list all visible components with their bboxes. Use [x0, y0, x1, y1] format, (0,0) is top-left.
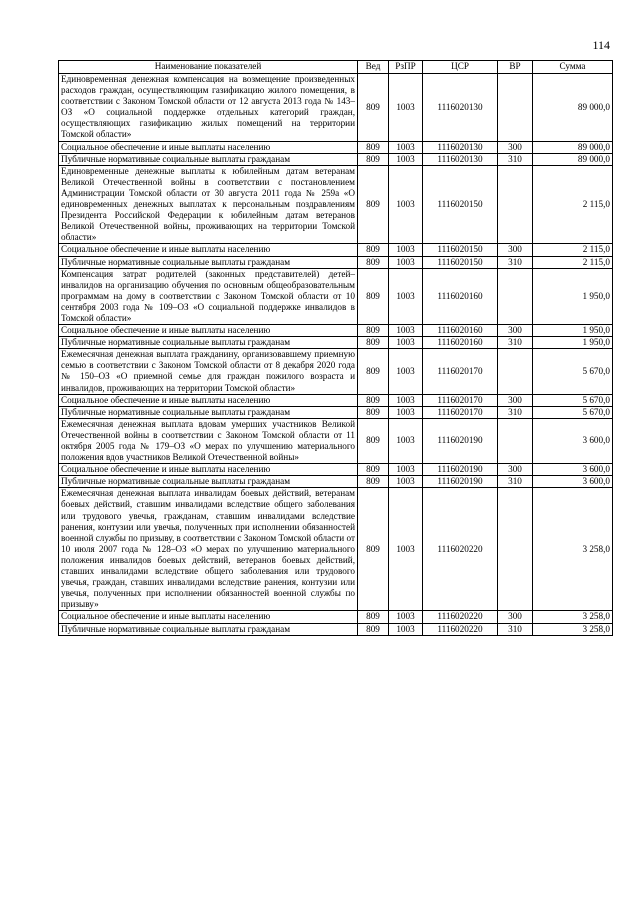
cell-csr: 1116020150 [423, 244, 498, 256]
cell-sum: 5 670,0 [533, 394, 613, 406]
cell-sum: 2 115,0 [533, 244, 613, 256]
table-header [59, 61, 613, 74]
cell-sum: 89 000,0 [533, 74, 613, 142]
cell-name: Социальное обеспечение и иные выплаты населению [59, 394, 358, 406]
cell-vr: 300 [498, 325, 533, 337]
cell-vr [498, 418, 533, 463]
cell-name: Компенсация затрат родителей (законных представителей) детей–инвалидов на организацию обучения по основным общеобразовательным программам на дому в соответствии с Законом Томской области от 10 сентября 2003 года № 109–ОЗ «О социальной поддержке инвалидов в Томской области» [59, 268, 358, 324]
cell-vr [498, 349, 533, 394]
cell-name: Ежемесячная денежная выплата гражданину, организовавшему приемную семью в соответствии с Законом Томской области от 8 декабря 2020 года № 150–ОЗ «О приемной семье для граждан пожилого возраста и инвалидов, проживающих на территории Томской области» [59, 349, 358, 394]
cell-ved: 809 [358, 476, 389, 488]
cell-vr: 300 [498, 464, 533, 476]
header-sum: Сумма [533, 61, 613, 74]
table-row [59, 464, 613, 476]
cell-name: Социальное обеспечение и иные выплаты населению [59, 141, 358, 153]
cell-vr: 310 [498, 256, 533, 268]
cell-csr: 1116020150 [423, 165, 498, 244]
cell-ved: 809 [358, 406, 389, 418]
cell-sum: 1 950,0 [533, 268, 613, 324]
cell-sum: 89 000,0 [533, 141, 613, 153]
cell-rzpr: 1003 [389, 141, 423, 153]
cell-name: Публичные нормативные социальные выплаты гражданам [59, 153, 358, 165]
cell-vr: 310 [498, 406, 533, 418]
cell-rzpr: 1003 [389, 325, 423, 337]
table-row [59, 165, 613, 244]
cell-sum: 2 115,0 [533, 256, 613, 268]
cell-rzpr: 1003 [389, 464, 423, 476]
cell-vr: 300 [498, 611, 533, 623]
cell-name: Публичные нормативные социальные выплаты гражданам [59, 623, 358, 635]
table-row [59, 488, 613, 611]
cell-rzpr: 1003 [389, 406, 423, 418]
cell-rzpr: 1003 [389, 256, 423, 268]
cell-rzpr: 1003 [389, 418, 423, 463]
cell-csr: 1116020170 [423, 349, 498, 394]
cell-vr: 310 [498, 153, 533, 165]
cell-csr: 1116020170 [423, 406, 498, 418]
cell-name: Единовременные денежные выплаты к юбилейным датам ветеранам Великой Отечественной войны в соответствии с постановлением Администрации Томской области от 30 августа 2011 года № 259а «О единовременных денежных выплатах к персональным поздравлениям Президента Российской Федерации к юбилейным датам ветеранов Великой Отечественной войны, проживающих на территории Томской области» [59, 165, 358, 244]
cell-csr: 1116020130 [423, 153, 498, 165]
cell-rzpr: 1003 [389, 244, 423, 256]
cell-csr: 1116020130 [423, 141, 498, 153]
cell-rzpr: 1003 [389, 394, 423, 406]
cell-name: Социальное обеспечение и иные выплаты населению [59, 611, 358, 623]
cell-rzpr: 1003 [389, 165, 423, 244]
cell-ved: 809 [358, 244, 389, 256]
cell-sum: 89 000,0 [533, 153, 613, 165]
cell-rzpr: 1003 [389, 611, 423, 623]
budget-table [58, 60, 613, 636]
cell-csr: 1116020190 [423, 418, 498, 463]
table-row [59, 611, 613, 623]
table-row [59, 337, 613, 349]
cell-csr: 1116020160 [423, 268, 498, 324]
cell-csr: 1116020130 [423, 74, 498, 142]
cell-rzpr: 1003 [389, 337, 423, 349]
cell-vr [498, 268, 533, 324]
cell-ved: 809 [358, 488, 389, 611]
cell-rzpr: 1003 [389, 349, 423, 394]
table-row [59, 153, 613, 165]
cell-rzpr: 1003 [389, 153, 423, 165]
table-row [59, 325, 613, 337]
cell-sum: 3 258,0 [533, 623, 613, 635]
cell-sum: 5 670,0 [533, 349, 613, 394]
table-row [59, 476, 613, 488]
cell-name: Публичные нормативные социальные выплаты гражданам [59, 337, 358, 349]
cell-name: Публичные нормативные социальные выплаты гражданам [59, 256, 358, 268]
cell-sum: 5 670,0 [533, 406, 613, 418]
cell-ved: 809 [358, 268, 389, 324]
cell-sum: 3 600,0 [533, 418, 613, 463]
cell-vr: 300 [498, 244, 533, 256]
cell-ved: 809 [358, 74, 389, 142]
cell-ved: 809 [358, 256, 389, 268]
cell-vr [498, 74, 533, 142]
cell-name: Единовременная денежная компенсация на возмещение произведенных расходов граждан, осуществляющим газификацию жилого помещения, в соответствии с Законом Томской области от 12 августа 2013 года № 143–ОЗ «О социальной поддержке отдельных категорий граждан, осуществляющих газификацию жилых помещений на территории Томской области» [59, 74, 358, 142]
cell-name: Публичные нормативные социальные выплаты гражданам [59, 406, 358, 418]
cell-ved: 809 [358, 623, 389, 635]
cell-ved: 809 [358, 611, 389, 623]
cell-vr [498, 165, 533, 244]
cell-vr: 310 [498, 337, 533, 349]
table-row [59, 623, 613, 635]
cell-csr: 1116020220 [423, 488, 498, 611]
cell-name: Публичные нормативные социальные выплаты гражданам [59, 476, 358, 488]
header-rzpr: РзПР [389, 61, 423, 74]
cell-vr [498, 488, 533, 611]
header-csr: ЦСР [423, 61, 498, 74]
cell-csr: 1116020190 [423, 476, 498, 488]
cell-name: Социальное обеспечение и иные выплаты населению [59, 244, 358, 256]
cell-csr: 1116020160 [423, 325, 498, 337]
header-vr: ВР [498, 61, 533, 74]
cell-ved: 809 [358, 394, 389, 406]
cell-sum: 3 258,0 [533, 488, 613, 611]
cell-ved: 809 [358, 165, 389, 244]
cell-csr: 1116020170 [423, 394, 498, 406]
cell-ved: 809 [358, 464, 389, 476]
cell-rzpr: 1003 [389, 476, 423, 488]
table-row [59, 406, 613, 418]
cell-csr: 1116020150 [423, 256, 498, 268]
cell-name: Социальное обеспечение и иные выплаты населению [59, 325, 358, 337]
cell-vr: 300 [498, 141, 533, 153]
cell-vr: 310 [498, 476, 533, 488]
table-row [59, 256, 613, 268]
cell-csr: 1116020220 [423, 623, 498, 635]
header-row [59, 61, 613, 74]
cell-ved: 809 [358, 325, 389, 337]
cell-rzpr: 1003 [389, 623, 423, 635]
cell-rzpr: 1003 [389, 74, 423, 142]
page-number: 114 [592, 38, 610, 52]
cell-sum: 1 950,0 [533, 337, 613, 349]
cell-vr: 310 [498, 623, 533, 635]
cell-sum: 3 600,0 [533, 476, 613, 488]
header-name: Наименование показателей [59, 61, 358, 74]
cell-csr: 1116020220 [423, 611, 498, 623]
cell-sum: 1 950,0 [533, 325, 613, 337]
cell-sum: 2 115,0 [533, 165, 613, 244]
table-row [59, 244, 613, 256]
cell-csr: 1116020190 [423, 464, 498, 476]
cell-ved: 809 [358, 418, 389, 463]
cell-rzpr: 1003 [389, 488, 423, 611]
cell-sum: 3 600,0 [533, 464, 613, 476]
table-body [59, 74, 613, 636]
cell-rzpr: 1003 [389, 268, 423, 324]
cell-sum: 3 258,0 [533, 611, 613, 623]
cell-name: Социальное обеспечение и иные выплаты населению [59, 464, 358, 476]
table-row [59, 268, 613, 324]
table-row [59, 141, 613, 153]
cell-ved: 809 [358, 153, 389, 165]
cell-vr: 300 [498, 394, 533, 406]
cell-ved: 809 [358, 349, 389, 394]
cell-ved: 809 [358, 337, 389, 349]
cell-ved: 809 [358, 141, 389, 153]
table-row [59, 349, 613, 394]
header-ved: Вед [358, 61, 389, 74]
table-row [59, 418, 613, 463]
cell-name: Ежемесячная денежная выплата вдовам умерших участников Великой Отечественной войны в соответствии с Законом Томской области от 11 октября 2005 года № 179–ОЗ «О мерах по улучшению материального положения вдов участников Великой Отечественной войны» [59, 418, 358, 463]
cell-csr: 1116020160 [423, 337, 498, 349]
cell-name: Ежемесячная денежная выплата инвалидам боевых действий, ветеранам боевых действий, ставшим инвалидами вследствие общего заболевания или трудового увечья, гражданам, ставшим инвалидами вследствие ранения, контузии или увечья, полученных при исполнении обязанностей военной службы по призыву, в соответствии с Законом Томской области от 10 июля 2007 года № 128–ОЗ «О мерах по улучшению материального положения инвалидов боевых действий, ветеранов боевых действий, ставших инвалидами вследствие общего заболевания или трудового увечья, граждан, ставших инвалидами вследствие ранения, контузии или увечья, полученных при исполнении обязанностей военной службы по призыву» [59, 488, 358, 611]
table-row [59, 74, 613, 142]
table-row [59, 394, 613, 406]
